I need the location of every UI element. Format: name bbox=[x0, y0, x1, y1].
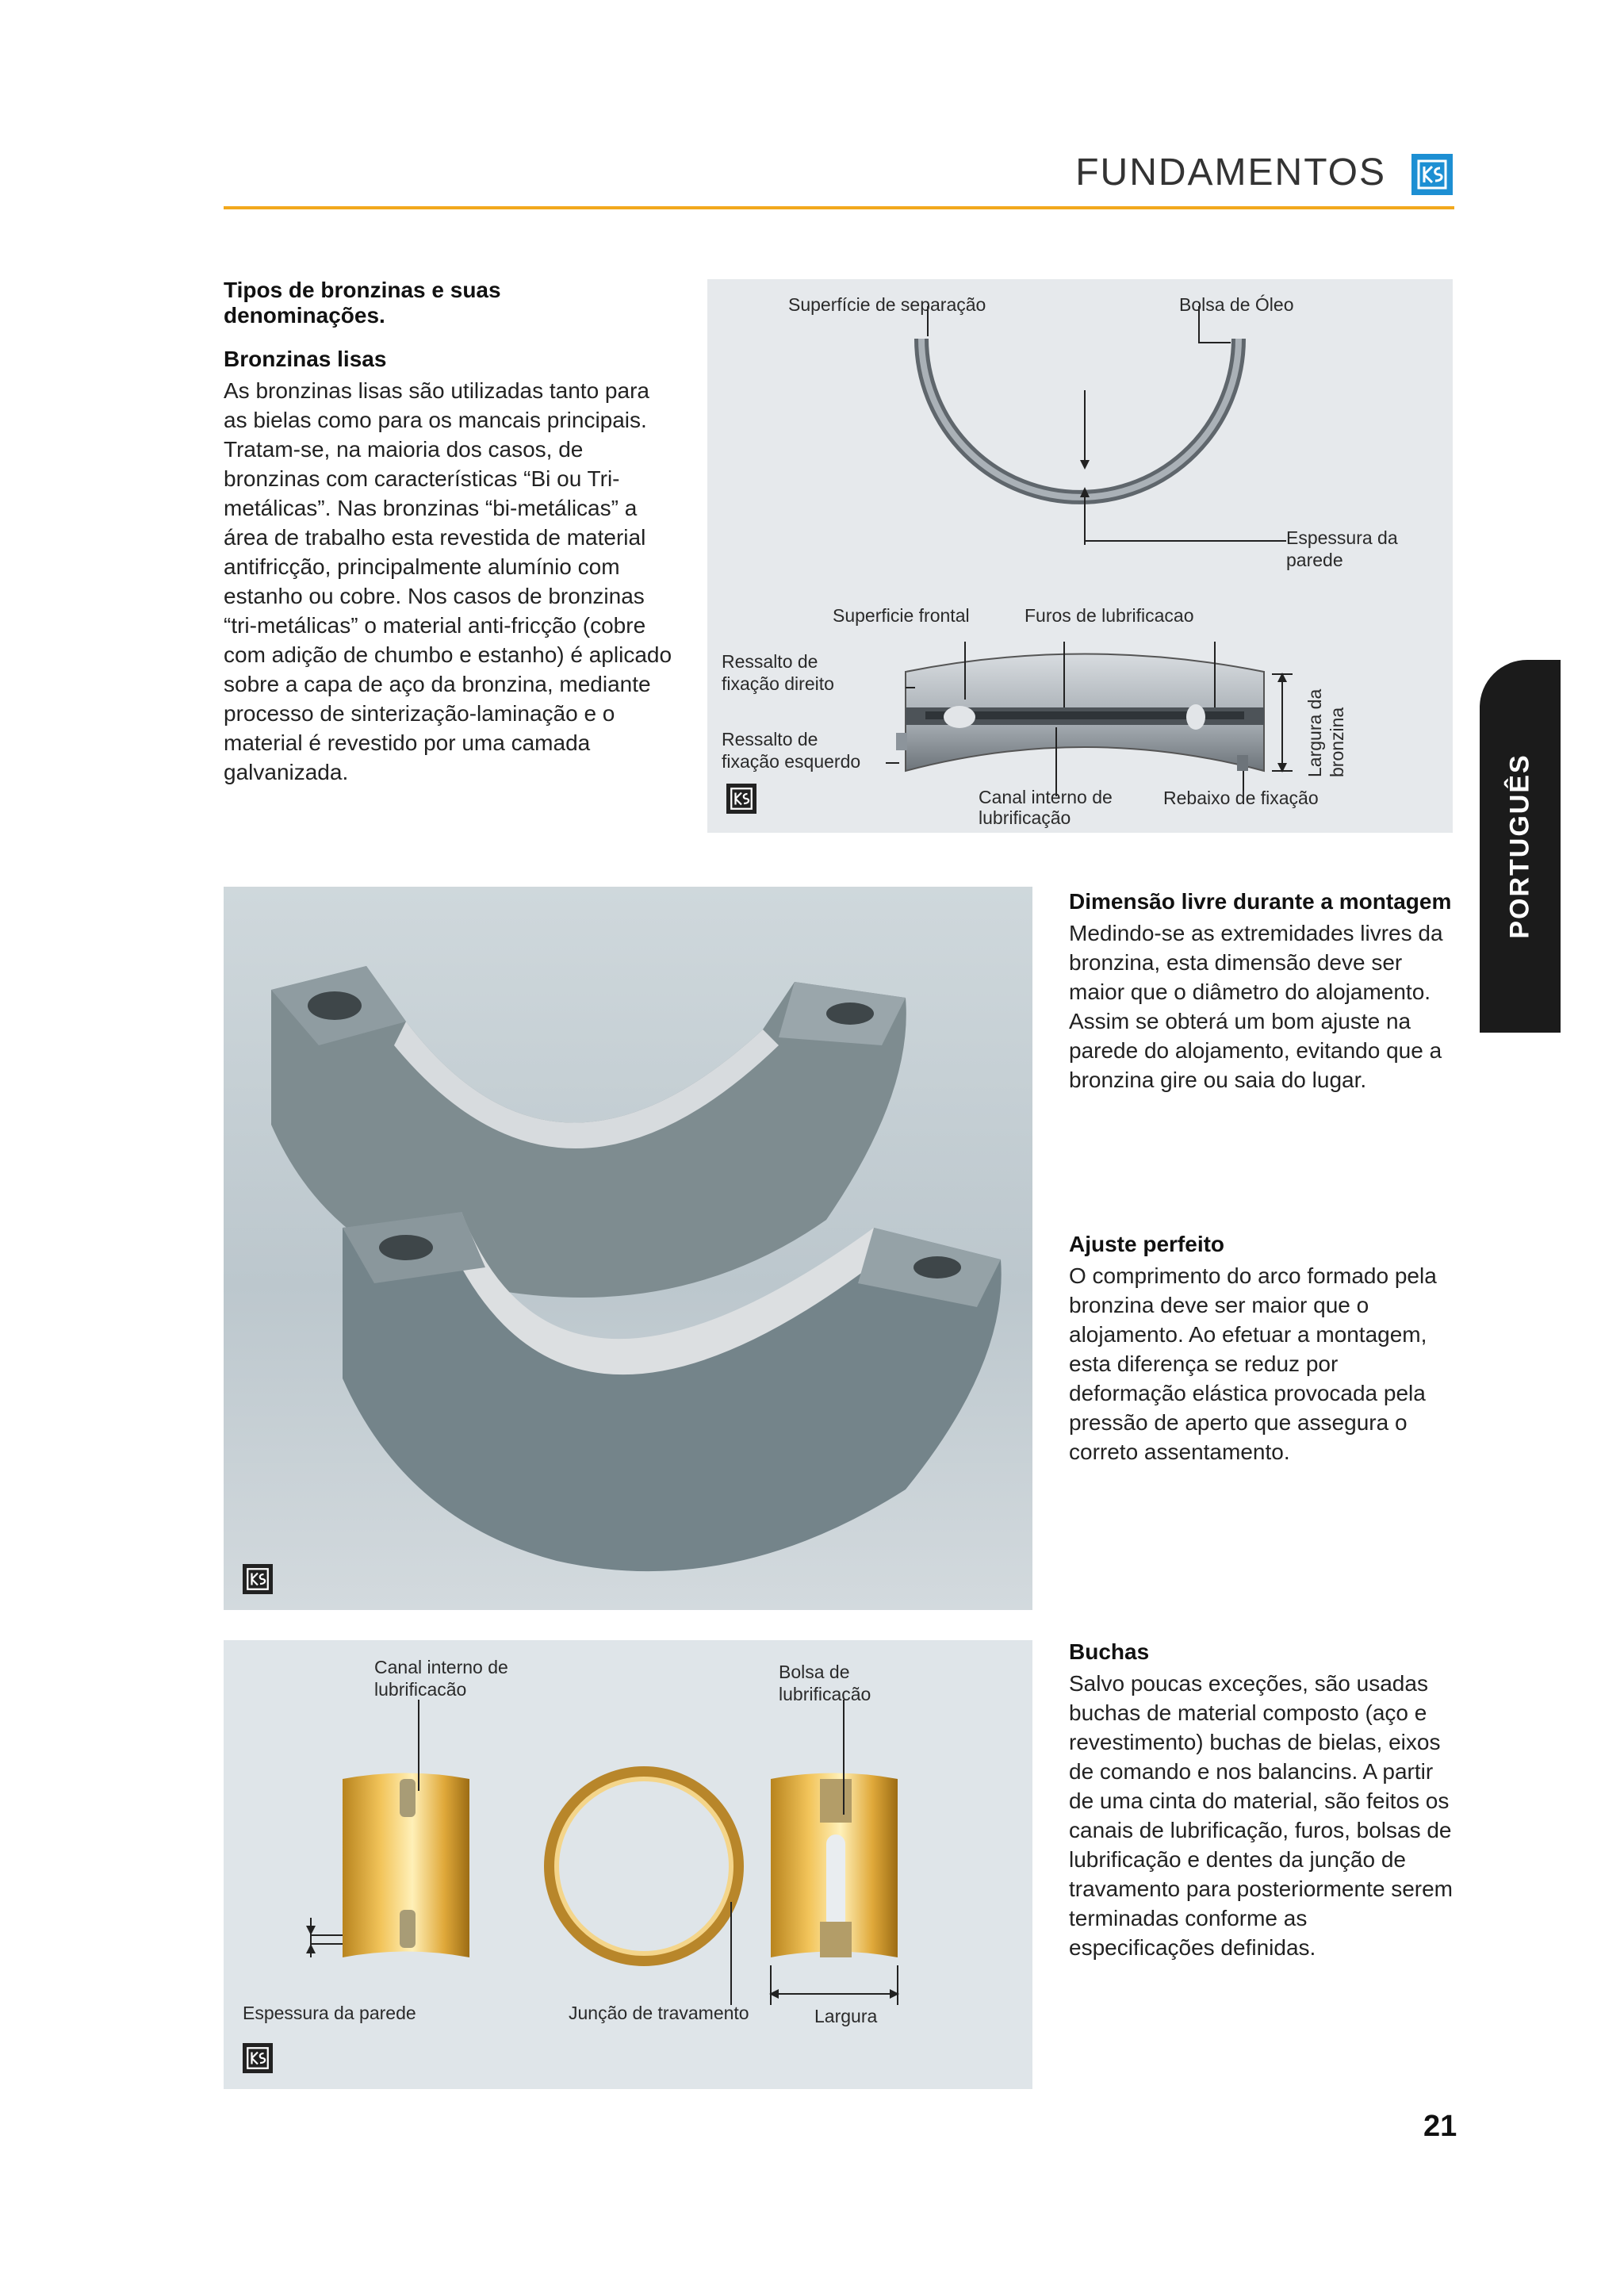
label-inner-channel: Canal interno de lubrificação bbox=[979, 787, 1113, 828]
intro-body: As bronzinas lisas são utilizadas tanto para as bielas como para os mancais principais. Tratam-se, na maioria dos casos, de bronzinas com características “Bi ou Tri-metálicas”. Nas bronzinas “bi-metálicas” a área de trabalho esta revestida de material antifricção, principalmente alumínio com estanho ou cobre. Nos casos de bronzinas “tri-metálicas” o material anti-fricção (cobre com adição de chumbo e estanho) é aplicado sobre a capa de aço da bronzina, mediante processo de sinterização-laminação e o material é revestido por uma camada galvanizada. bbox=[224, 378, 672, 784]
language-tab bbox=[1480, 660, 1561, 1033]
free-spread-heading: Dimensão livre durante a montagem bbox=[1069, 889, 1452, 914]
label-lock-joint: Junção de travamento bbox=[569, 2003, 749, 2023]
intro-heading: Tipos de bronzinas e suas denominações. bbox=[224, 278, 501, 328]
label-oil-pocket: Bolsa de Óleo bbox=[1179, 294, 1294, 315]
label-lock-recess: Rebaixo de fixação bbox=[1163, 788, 1319, 808]
header-rule bbox=[224, 206, 1454, 209]
bushings-diagram-panel bbox=[224, 1640, 1032, 2089]
bearing-caps-photo bbox=[224, 887, 1032, 1610]
label-lube-holes: Furos de lubrificacao bbox=[1025, 605, 1194, 626]
label-bushing-inner-channel: Canal interno de lubrificacão bbox=[374, 1657, 508, 1700]
bearing-diagram-panel bbox=[707, 279, 1453, 833]
page-number: 21 bbox=[1423, 2110, 1457, 2143]
label-bushing-wall-thickness: Espessura da parede bbox=[243, 2003, 416, 2023]
intro-subheading: Bronzinas lisas bbox=[224, 347, 387, 371]
label-left-lock: Ressalto de fixação esquerdo bbox=[722, 729, 861, 772]
label-right-lock: Ressalto de fixação direito bbox=[722, 651, 834, 694]
bushings-heading: Buchas bbox=[1069, 1639, 1150, 1664]
language-tab-label: PORTUGUÊS bbox=[1504, 753, 1535, 939]
label-separation-surface: Superfície de separação bbox=[788, 294, 986, 315]
ks-logo-icon bbox=[243, 1564, 273, 1594]
bushings-body: Salvo poucas exceções, são usadas buchas de material composto (aço e revestimento) buchas de bielas, eixos de comando e nos balancins. A partir de uma cinta do material, são feitos os canais de lubrificação, furos, bolsas de lubrificação e dentes da junção de travamento para posteriormente serem terminadas conforme as especificações definidas. bbox=[1069, 1671, 1453, 1960]
label-wall-thickness: Espessura da parede bbox=[1286, 527, 1398, 570]
label-bearing-width: Largura da bronzina bbox=[1304, 688, 1347, 777]
ks-logo-icon bbox=[726, 784, 756, 814]
ks-logo-icon bbox=[1411, 154, 1453, 195]
label-width: Largura bbox=[814, 2006, 878, 2026]
page-section-title: FUNDAMENTOS bbox=[1075, 151, 1386, 194]
label-lube-pocket: Bolsa de lubrificacão bbox=[779, 1662, 871, 1704]
fit-body: O comprimento do arco formado pela bronzina deve ser maior que o alojamento. Ao efetuar a montagem, esta diferença se reduz por deformação elástica provocada pela pressão de aperto que assegura o correto assentamento. bbox=[1069, 1263, 1437, 1464]
fit-heading: Ajuste perfeito bbox=[1069, 1232, 1225, 1256]
free-spread-body: Medindo-se as extremidades livres da bronzina, esta dimensão deve ser maior que o diâmetro do alojamento. Assim se obterá um bom ajuste na parede do alojamento, evitando que a bronzina gire ou saia do lugar. bbox=[1069, 921, 1443, 1092]
ks-logo-icon bbox=[243, 2043, 273, 2073]
label-front-surface: Superficie frontal bbox=[833, 605, 970, 626]
